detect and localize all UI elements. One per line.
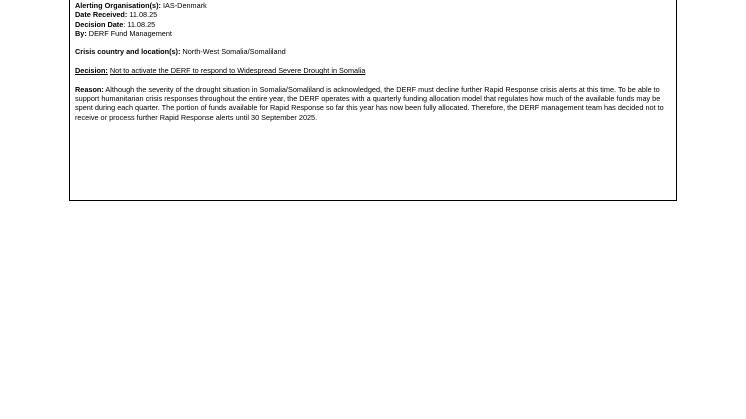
alerting-organisation-line: [75, 1, 671, 10]
decision-record-content: [75, 1, 671, 122]
crisis-location-value: North-West Somalia/Somaliland: [182, 47, 286, 57]
reason-label: Reason:: [75, 84, 104, 94]
reason-paragraph: [75, 85, 671, 122]
by-label: By:: [75, 28, 87, 38]
spacer: [75, 57, 671, 66]
alerting-organisation-value: IAS-Denmark: [162, 1, 207, 10]
reason-text: Although the severity of the drought situation in Somalia/Somaliland is acknowledged, the DERF must decline further Rapid Response crisis alerts at this time. To be able to support humanitarian crisis responses throughout the entire year, the DERF operates with a quarterly funding allocation model that regulates how much of the available funds may be spent during each quarter. The portion of funds available for Rapid Response so far this year has now been fully allocated. Therefore, the DERF management team has decided not to receive or process further Rapid Response alerts until 30 September 2025.: [75, 84, 664, 122]
decision-date-label: Decision Date: [75, 19, 124, 29]
alerting-organisation-label: Alerting Organisation(s):: [75, 1, 161, 10]
decision-value: Not to activate the DERF to respond to Widespread Severe Drought in Somalia: [109, 66, 366, 76]
decision-label: Decision:: [75, 66, 108, 76]
decision-line: [75, 66, 671, 75]
spacer: [75, 75, 671, 84]
date-received-line: [75, 10, 671, 19]
decision-date-value: 11.08.25: [127, 19, 156, 29]
date-received-value: 11.08.25: [129, 10, 158, 20]
date-received-label: Date Received:: [75, 10, 128, 20]
crisis-location-label: Crisis country and location(s):: [75, 47, 181, 57]
decision-date-line: [75, 20, 671, 29]
crisis-location-line: [75, 47, 671, 56]
spacer: [75, 38, 671, 47]
by-value: DERF Fund Management: [88, 28, 172, 38]
decision-date-colon: :: [123, 19, 126, 29]
decision-record-box: [69, 0, 677, 201]
by-line: [75, 29, 671, 38]
